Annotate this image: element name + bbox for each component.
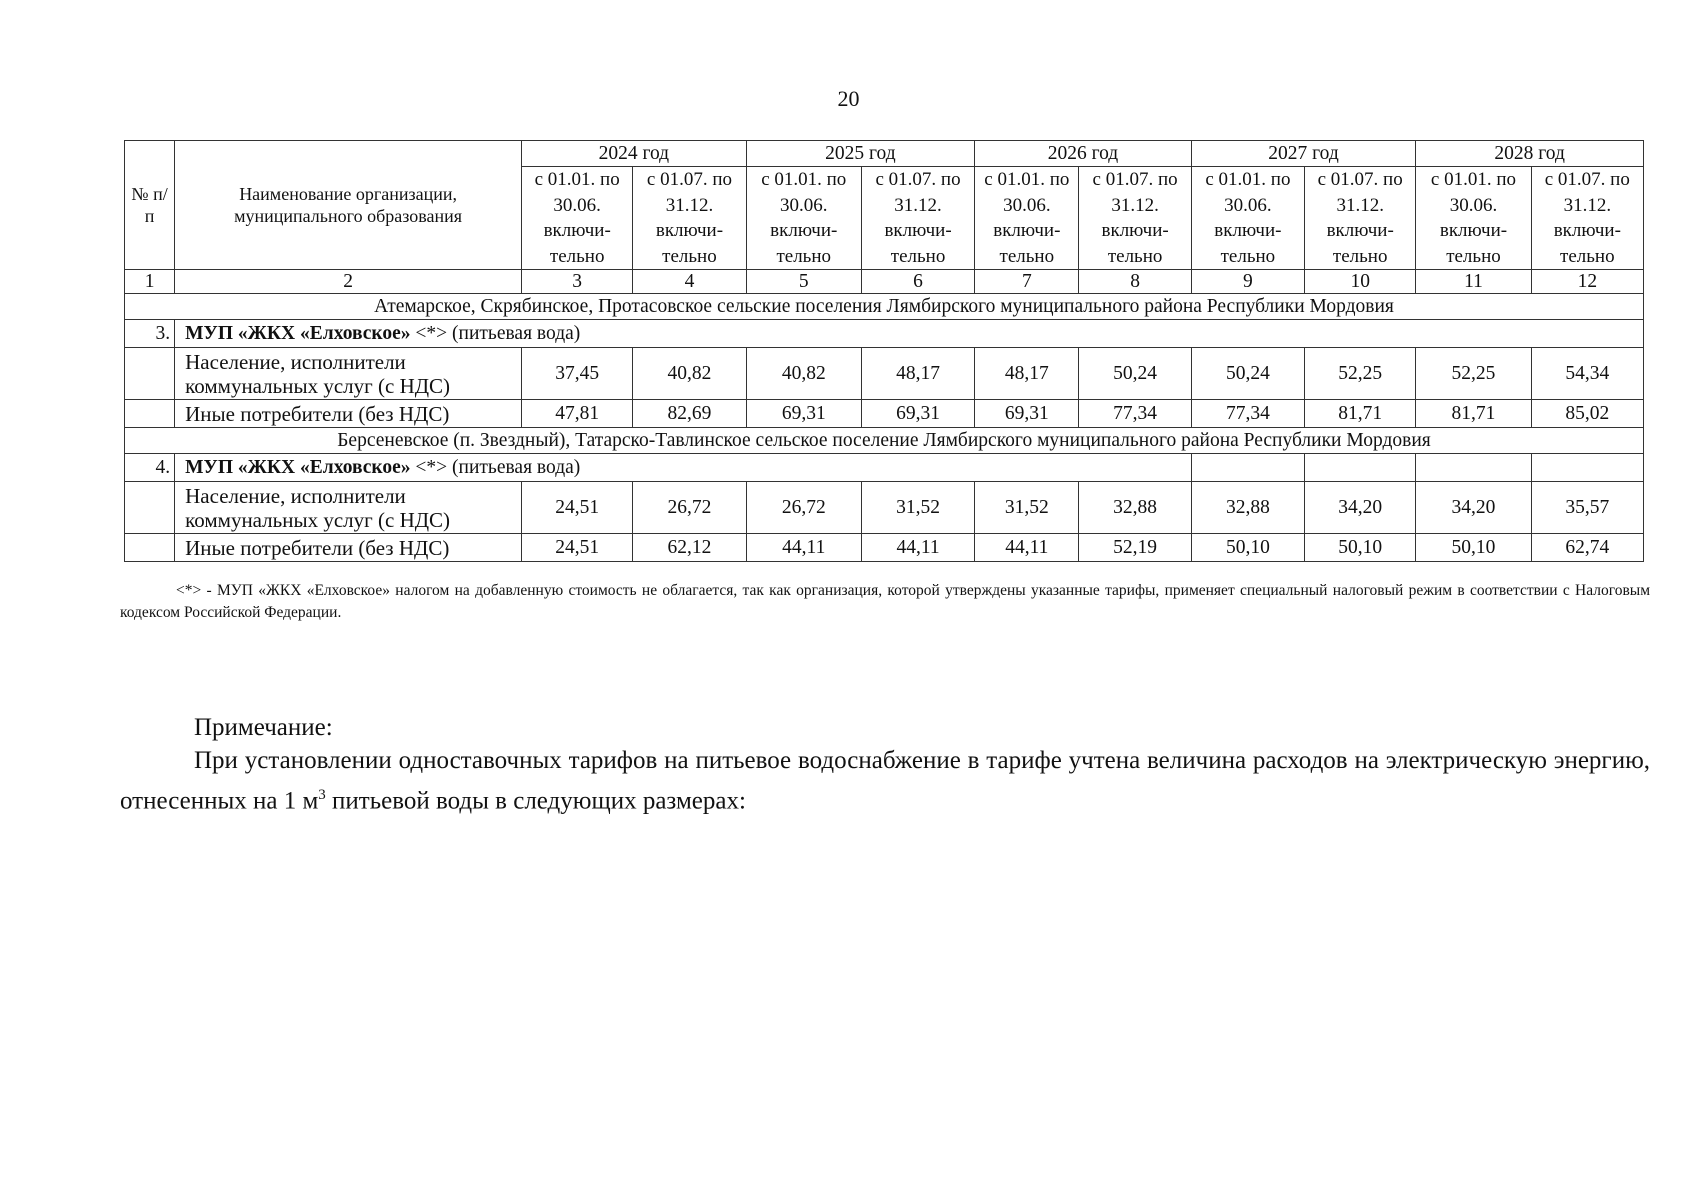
tariff-value: 62,74 (1531, 534, 1643, 562)
header-year: 2026 год (975, 141, 1192, 167)
page-number: 20 (837, 86, 860, 111)
tariff-value: 48,17 (975, 348, 1079, 400)
tariff-value: 52,25 (1416, 348, 1531, 400)
organization-note: <*> (питьевая вода) (410, 456, 581, 478)
tariff-value: 77,34 (1191, 400, 1304, 428)
tariff-value: 50,24 (1079, 348, 1191, 400)
header-year: 2028 год (1416, 141, 1644, 167)
tariff-value: 26,72 (746, 482, 861, 534)
header-period: с 01.01. по 30.06. включи-тельно (746, 167, 861, 270)
tariff-value: 34,20 (1416, 482, 1531, 534)
tariff-value: 52,25 (1305, 348, 1416, 400)
tariff-value: 50,24 (1191, 348, 1304, 400)
consumer-label: Население, исполнители коммунальных услуг (с НДС) (175, 482, 522, 534)
header-year: 2027 год (1191, 141, 1416, 167)
column-number: 6 (861, 270, 974, 294)
header-num: № п/п (125, 141, 175, 270)
region-row: Атемарское, Скрябинское, Протасовское сельские поселения Лямбирского муниципального района Республики Мордовия (125, 294, 1644, 320)
region-row: Берсеневское (п. Звездный), Татарско-Тавлинское сельское поселение Лямбирского муниципального района Республики Мордовия (125, 428, 1644, 454)
column-number: 2 (175, 270, 522, 294)
column-number: 3 (522, 270, 633, 294)
tariff-value: 40,82 (746, 348, 861, 400)
column-number: 10 (1305, 270, 1416, 294)
empty-cell (125, 482, 175, 534)
tariff-value: 81,71 (1416, 400, 1531, 428)
organization-note: <*> (питьевая вода) (410, 322, 581, 344)
empty-cell (1305, 454, 1416, 482)
row-number: 4. (125, 454, 175, 482)
tariff-value: 24,51 (522, 482, 633, 534)
tariff-value: 50,10 (1191, 534, 1304, 562)
note-title: Примечание: (194, 714, 333, 741)
tariff-value: 47,81 (522, 400, 633, 428)
tariff-value: 44,11 (861, 534, 974, 562)
note-text-end: питьевой воды в следующих размерах: (325, 787, 746, 815)
header-year: 2024 год (522, 141, 747, 167)
tariff-value: 50,10 (1305, 534, 1416, 562)
column-number: 12 (1531, 270, 1643, 294)
tariff-value: 69,31 (746, 400, 861, 428)
column-number: 11 (1416, 270, 1531, 294)
tariff-value: 44,11 (975, 534, 1079, 562)
column-number: 9 (1191, 270, 1304, 294)
organization-name: МУП «ЖКХ «Елховское» (185, 456, 411, 478)
tariff-value: 31,52 (861, 482, 974, 534)
tariff-value: 77,34 (1079, 400, 1191, 428)
tariff-value: 82,69 (633, 400, 746, 428)
header-period: с 01.01. по 30.06. включи-тельно (1191, 167, 1304, 270)
empty-cell (125, 534, 175, 562)
note-superscript: 3 (318, 787, 326, 803)
tariff-value: 34,20 (1305, 482, 1416, 534)
header-period: с 01.07. по 31.12. включи-тельно (861, 167, 974, 270)
header-period: с 01.01. по 30.06. включи-тельно (522, 167, 633, 270)
column-number: 1 (125, 270, 175, 294)
empty-cell (1531, 454, 1643, 482)
empty-cell (125, 348, 175, 400)
tariff-value: 48,17 (861, 348, 974, 400)
organization-row (175, 320, 1644, 348)
tariff-value: 35,57 (1531, 482, 1643, 534)
tariff-value: 26,72 (633, 482, 746, 534)
tariff-value: 44,11 (746, 534, 861, 562)
empty-cell (1191, 454, 1304, 482)
note-body (120, 744, 1650, 818)
empty-cell (125, 400, 175, 428)
column-number: 8 (1079, 270, 1191, 294)
header-period: с 01.07. по 31.12. включи-тельно (1079, 167, 1191, 270)
tariff-value: 54,34 (1531, 348, 1643, 400)
tariff-table (124, 140, 1644, 562)
empty-cell (1416, 454, 1531, 482)
header-period: с 01.01. по 30.06. включи-тельно (975, 167, 1079, 270)
tariff-value: 40,82 (633, 348, 746, 400)
header-year: 2025 год (746, 141, 975, 167)
tariff-value: 24,51 (522, 534, 633, 562)
row-number: 3. (125, 320, 175, 348)
header-period: с 01.07. по 31.12. включи-тельно (633, 167, 746, 270)
organization-row (175, 454, 1192, 482)
consumer-label: Население, исполнители коммунальных услуг (с НДС) (175, 348, 522, 400)
tariff-value: 81,71 (1305, 400, 1416, 428)
tariff-value: 32,88 (1079, 482, 1191, 534)
tariff-value: 32,88 (1191, 482, 1304, 534)
tariff-value: 62,12 (633, 534, 746, 562)
tariff-value: 85,02 (1531, 400, 1643, 428)
header-period: с 01.07. по 31.12. включи-тельно (1305, 167, 1416, 270)
tariff-value: 69,31 (861, 400, 974, 428)
tariff-value: 31,52 (975, 482, 1079, 534)
column-number: 5 (746, 270, 861, 294)
consumer-label: Иные потребители (без НДС) (175, 534, 522, 562)
column-number: 7 (975, 270, 1079, 294)
tariff-value: 69,31 (975, 400, 1079, 428)
header-period: с 01.07. по 31.12. включи-тельно (1531, 167, 1643, 270)
consumer-label: Иные потребители (без НДС) (175, 400, 522, 428)
note-text: При установлении одноставочных тарифов на питьевое водоснабжение в тарифе учтена величина расходов на электрическую энергию, отнесенных на 1 м (120, 747, 1650, 815)
header-period: с 01.01. по 30.06. включи-тельно (1416, 167, 1531, 270)
footnote: <*> - МУП «ЖКХ «Елховское» налогом на добавленную стоимость не облагается, так как организация, которой утверждены указанные тарифы, применяет специальный налоговый режим в соответствии с Налоговым кодексом Российской Федерации. (120, 582, 1650, 621)
tariff-value: 52,19 (1079, 534, 1191, 562)
tariff-value: 50,10 (1416, 534, 1531, 562)
tariff-value: 37,45 (522, 348, 633, 400)
column-number: 4 (633, 270, 746, 294)
header-name: Наименование организации, муниципального образования (175, 141, 522, 270)
organization-name: МУП «ЖКХ «Елховское» (185, 322, 411, 344)
